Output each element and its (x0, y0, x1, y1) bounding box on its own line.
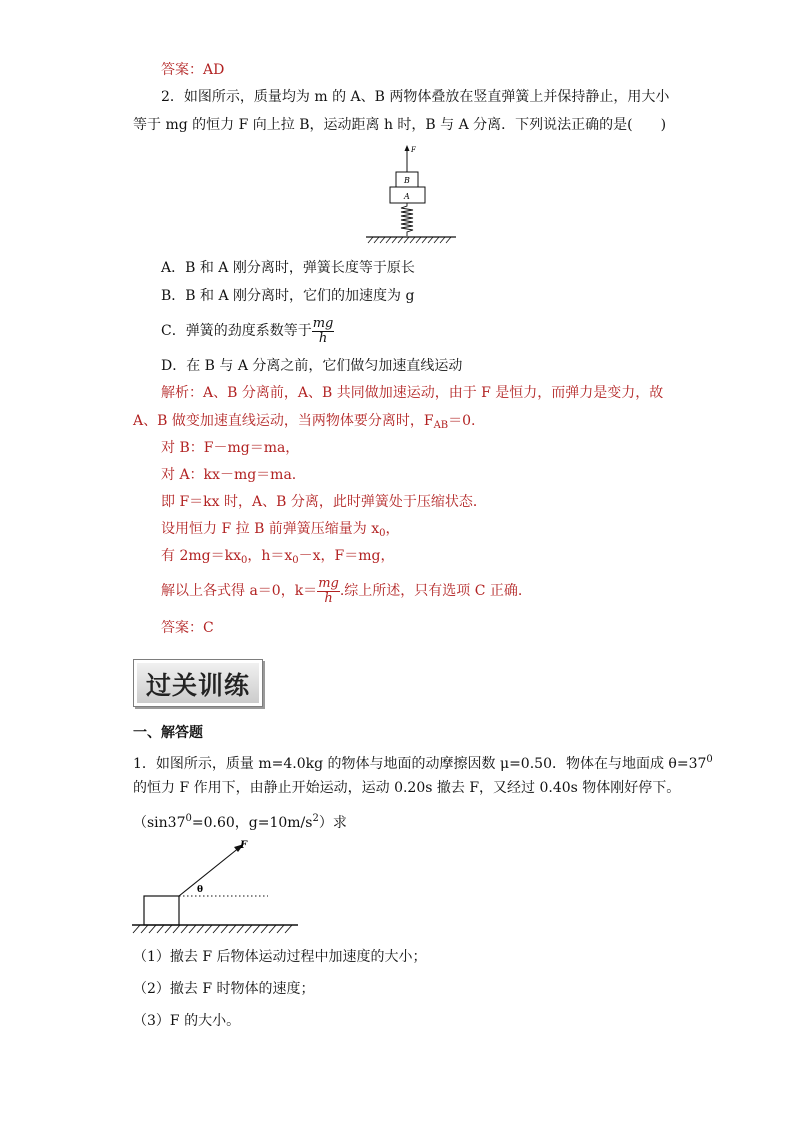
theta-label: θ (197, 885, 204, 895)
analysis-line2-end: ＝0. (448, 413, 476, 429)
fraction-numerator: mg (318, 575, 339, 591)
analysis-line6 (161, 520, 400, 543)
analysis-line4: 对 A：kx－mg＝ma. (161, 467, 297, 483)
option-c (161, 314, 334, 348)
analysis-line8-b: .综上所述，只有选项 C 正确. (339, 583, 523, 599)
p1-line3 (133, 810, 347, 832)
p1-line1-text: 1．如图所示，质量 m=4.0kg 的物体与地面的动摩擦因数 μ=0.50．物体在与地面成 θ=37 (133, 756, 707, 772)
analysis-line7-a: 有 2mg＝kx (161, 548, 241, 564)
section-banner (133, 659, 263, 707)
option-c-text: C．弹簧的劲度系数等于 (161, 323, 312, 339)
degree-sup: 0 (706, 754, 713, 765)
p1-line1 (133, 751, 713, 773)
analysis-line7-b: ，h＝x (247, 548, 293, 564)
answer-ad: 答案：AD (161, 62, 225, 78)
subscript-zero: 0 (240, 555, 248, 566)
p1-line3-b: =0.60，g=10m/s (191, 815, 313, 831)
analysis-fraction (317, 577, 340, 606)
p1-sub1: （1）撤去 F 后物体运动过程中加速度的大小； (133, 949, 427, 965)
subscript-zero: 0 (292, 555, 299, 566)
option-a: A．B 和 A 刚分离时，弹簧长度等于原长 (161, 260, 415, 276)
subscript-ab: AB (433, 420, 449, 431)
analysis-line7-c: －x，F＝mg， (298, 548, 395, 564)
option-c-fraction (312, 317, 335, 346)
degree-sup: 0 (185, 813, 192, 824)
analysis-line2-text: A、B 做变加速直线运动，当两物体要分离时，F (133, 413, 434, 429)
p1-line3-c: ）求 (318, 815, 347, 831)
analysis-line6-end: ， (385, 521, 400, 537)
fraction-denominator: h (318, 330, 328, 346)
q2-stem-line1: 2．如图所示，质量均为 m 的 A、B 两物体叠放在竖直弹簧上并保持静止，用大小 (161, 89, 670, 105)
analysis-line5: 即 F＝kx 时，A、B 分离，此时弹簧处于压缩状态． (161, 494, 487, 510)
analysis-line2 (133, 412, 476, 435)
p1-sub3: （3）F 的大小。 (133, 1013, 241, 1029)
q2-stem-line2: 等于 mg 的恒力 F 向上拉 B，运动距离 h 时，B 与 A 分离．下列说法正确的是( ) (133, 117, 667, 133)
p1-line3-a: （sin37 (133, 815, 186, 831)
analysis-line3: 对 B：F－mg＝ma， (161, 440, 300, 456)
block-force-figure (130, 834, 300, 940)
square-sup: 2 (312, 813, 319, 824)
analysis-line8 (161, 574, 522, 608)
p1-line2: 的恒力 F 作用下，由静止开始运动，运动 0.20s 撤去 F，又经过 0.40s 物体刚好停下。 (133, 780, 681, 796)
block-b-label: B (404, 176, 410, 185)
spring-blocks-figure (360, 140, 460, 250)
p1-sub2: （2）撤去 F 时物体的速度； (133, 981, 315, 997)
option-b: B．B 和 A 刚分离时，它们的加速度为 g (161, 288, 415, 304)
analysis-line7 (161, 547, 395, 570)
section-heading: 一、解答题 (133, 725, 203, 741)
answer-c: 答案：C (161, 620, 214, 636)
section-banner-text: 过关训练 (145, 671, 250, 700)
force-label-f: F (411, 146, 416, 154)
block-a-label: A (404, 192, 410, 201)
analysis-line1: 解析：A、B 分离前，A、B 共同做加速运动，由于 F 是恒力，而弹力是变力，故 (161, 385, 664, 401)
spring-coil (401, 203, 413, 236)
fraction-denominator: h (324, 590, 333, 606)
subscript-zero: 0 (379, 528, 386, 539)
analysis-line8-a: 解以上各式得 a＝0，k＝ (161, 583, 318, 599)
analysis-line6-text: 设用恒力 F 拉 B 前弹簧压缩量为 x (161, 521, 380, 537)
option-d: D．在 B 与 A 分离之前，它们做匀加速直线运动 (161, 358, 463, 374)
fraction-numerator: mg (312, 315, 334, 331)
force-label-f: F (240, 840, 248, 851)
